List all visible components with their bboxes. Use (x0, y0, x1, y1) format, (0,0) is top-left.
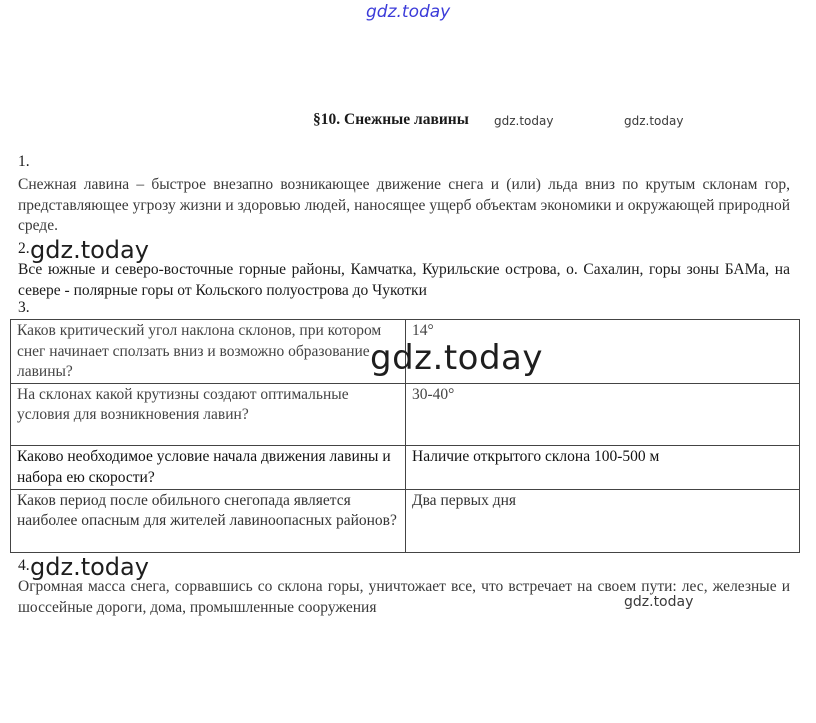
section-2-text: Все южные и северо-восточные горные районы, Камчатка, Курильские острова, о. Сахалин, горы зоны БАМа, на севере - полярные горы от Кольского полуострова до Чукотки (18, 261, 790, 299)
watermark-section-4: gdz.today (30, 553, 149, 581)
section-1-text: Снежная лавина – быстрое внезапно возникающее движение снега и (или) льда вниз по крутым склонам гор, представляющее угрозу жизни и здоровью людей, наносящее ущерб объектам экономики и окружающей природной среде. (18, 176, 790, 234)
watermark-title-far-right: gdz.today (624, 114, 684, 128)
table-answer: Два первых дня (406, 489, 800, 552)
table-question: Каков критический угол наклона склонов, при котором снег начинает сползать вниз и возможно образование лавины? (11, 320, 406, 384)
section-4-text: Огромная масса снега, сорвавшись со склона горы, уничтожает все, что встречает на своем пути: лес, железные и шоссейные дороги, дома, промышленные сооружения (18, 578, 790, 616)
table-question: Каков период после обильного снегопада является наиболее опасным для жителей лавиноопасных районов? (11, 489, 406, 552)
section-1-number: 1. (18, 153, 30, 170)
watermark-top: gdz.today (366, 2, 451, 22)
table-answer: Наличие открытого склона 100-500 м (406, 446, 800, 489)
watermark-section-2: gdz.today (30, 236, 149, 264)
table-row (11, 446, 800, 489)
table-question: На склонах какой крутизны создают оптимальные условия для возникновения лавин? (11, 383, 406, 445)
watermark-bottom-right: gdz.today (624, 594, 694, 610)
section-3-number: 3. (18, 299, 30, 316)
table-answer: 14° (406, 320, 800, 384)
table-answer: 30-40° (406, 383, 800, 445)
section-2-number: 2. (18, 240, 30, 257)
table-question: Каково необходимое условие начала движения лавины и набора ею скорости? (11, 446, 406, 489)
table-row (11, 489, 800, 552)
watermark-title-right: gdz.today (494, 114, 554, 128)
section-4-number: 4. (18, 557, 30, 574)
watermark-table: gdz.today (370, 338, 543, 378)
table-row (11, 383, 800, 445)
page-title: §10. Снежные лавины (313, 111, 469, 128)
